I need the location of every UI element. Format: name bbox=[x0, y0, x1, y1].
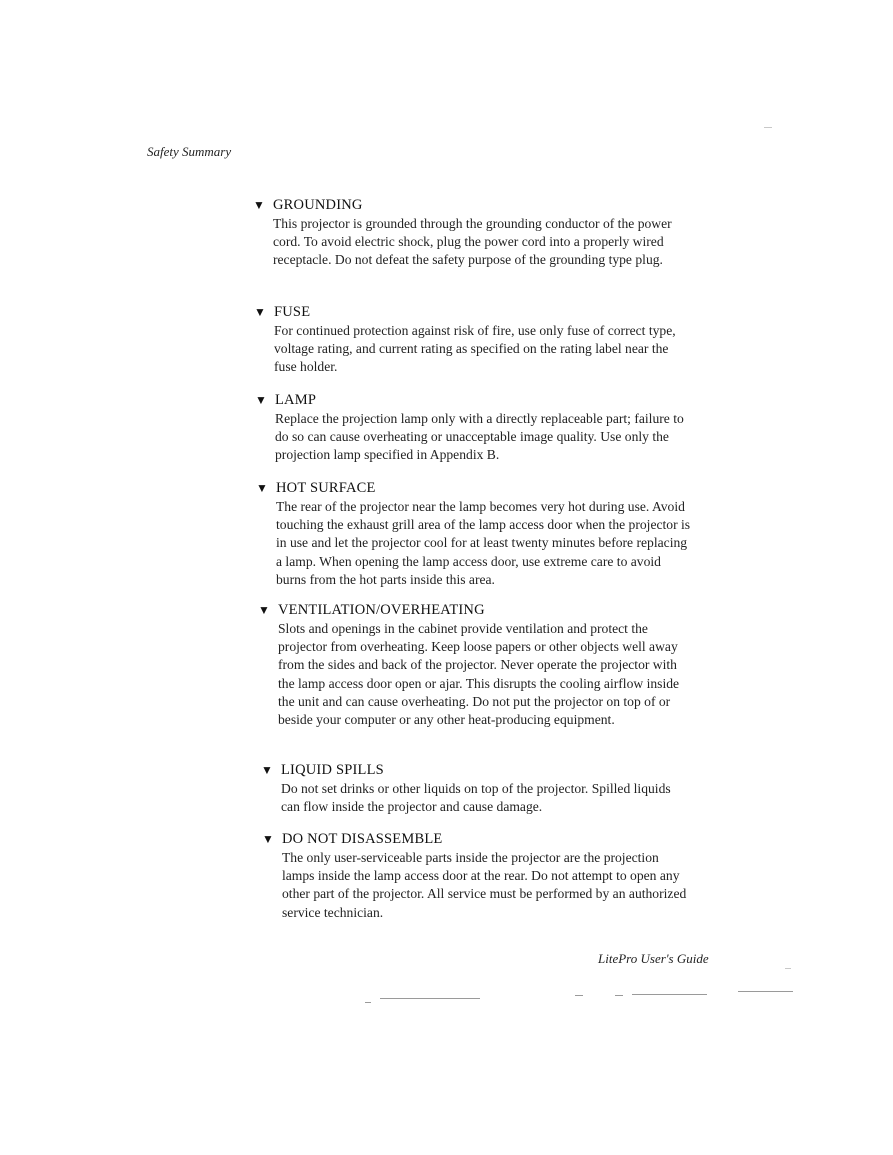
section-lamp bbox=[255, 391, 695, 465]
section-heading bbox=[254, 303, 684, 321]
triangle-bullet-icon: ▼ bbox=[258, 603, 271, 617]
running-head: Safety Summary bbox=[147, 144, 232, 159]
section-title: FUSE bbox=[274, 304, 311, 320]
section-grounding bbox=[253, 196, 673, 270]
section-title: VENTILATION/OVERHEATING bbox=[278, 602, 485, 618]
section-ventilation-overheating bbox=[258, 601, 690, 729]
section-hot-surface bbox=[256, 479, 694, 589]
section-heading bbox=[256, 479, 694, 497]
triangle-bullet-icon: ▼ bbox=[253, 198, 266, 212]
scan-artifact-line bbox=[380, 998, 480, 999]
triangle-bullet-icon: ▼ bbox=[261, 763, 274, 777]
section-body: The only user-serviceable parts inside the projector are the projection lamps inside the lamp access door at the rear. Do not attempt to open any other part of the projector. All service must be performed by an authorized service technician. bbox=[282, 850, 687, 920]
section-do-not-disassemble bbox=[262, 830, 694, 922]
scan-artifact-dash bbox=[575, 995, 583, 996]
section-heading bbox=[255, 391, 695, 409]
scan-artifact-speck bbox=[785, 968, 791, 969]
section-liquid-spills bbox=[261, 761, 681, 816]
scan-artifact-speck bbox=[764, 127, 772, 128]
section-fuse bbox=[254, 303, 684, 377]
triangle-bullet-icon: ▼ bbox=[256, 481, 269, 495]
scan-artifact-dash bbox=[615, 995, 623, 996]
section-heading bbox=[261, 761, 681, 779]
section-heading bbox=[253, 196, 673, 214]
section-heading bbox=[262, 830, 694, 848]
section-body: Slots and openings in the cabinet provide ventilation and protect the projector from overheating. Keep loose papers or other objects well away from the sides and back of the projector. Never operate the projector with the lamp access door open or ajar. This disrupts the cooling airflow inside the unit and can cause overheating. Do not put the projector on top of or beside your computer or any other heat-producing equipment. bbox=[278, 621, 680, 728]
scan-artifact-line bbox=[738, 991, 793, 992]
triangle-bullet-icon: ▼ bbox=[255, 393, 268, 407]
section-body: Replace the projection lamp only with a directly replaceable part; failure to do so can cause overheating or unacceptable image quality. Use only the projection lamp specified in Appendix B. bbox=[275, 411, 684, 463]
scan-artifact-dash bbox=[365, 1002, 371, 1003]
section-title: LIQUID SPILLS bbox=[281, 762, 384, 778]
running-foot: LitePro User's Guide bbox=[598, 951, 709, 966]
section-body: The rear of the projector near the lamp becomes very hot during use. Avoid touching the exhaust grill area of the lamp access door when the projector is in use and let the projector cool for at least twenty minutes before replacing a lamp. When opening the lamp access door, use extreme care to avoid burns from the hot parts inside this area. bbox=[276, 499, 691, 587]
section-body: This projector is grounded through the grounding conductor of the power cord. To avoid electric shock, plug the power cord into a properly wired receptacle. Do not defeat the safety purpose of the grounding type plug. bbox=[273, 216, 672, 268]
triangle-bullet-icon: ▼ bbox=[262, 832, 275, 846]
section-heading bbox=[258, 601, 690, 619]
section-title: HOT SURFACE bbox=[276, 480, 376, 496]
triangle-bullet-icon: ▼ bbox=[254, 305, 267, 319]
scan-artifact-line bbox=[632, 994, 707, 995]
section-body: For continued protection against risk of fire, use only fuse of correct type, voltage rating, and current rating as specified on the rating label near the fuse holder. bbox=[274, 323, 676, 375]
section-title: LAMP bbox=[275, 392, 317, 408]
section-title: GROUNDING bbox=[273, 197, 363, 213]
section-body: Do not set drinks or other liquids on top of the projector. Spilled liquids can flow inside the projector and cause damage. bbox=[281, 781, 671, 815]
section-title: DO NOT DISASSEMBLE bbox=[282, 831, 443, 847]
